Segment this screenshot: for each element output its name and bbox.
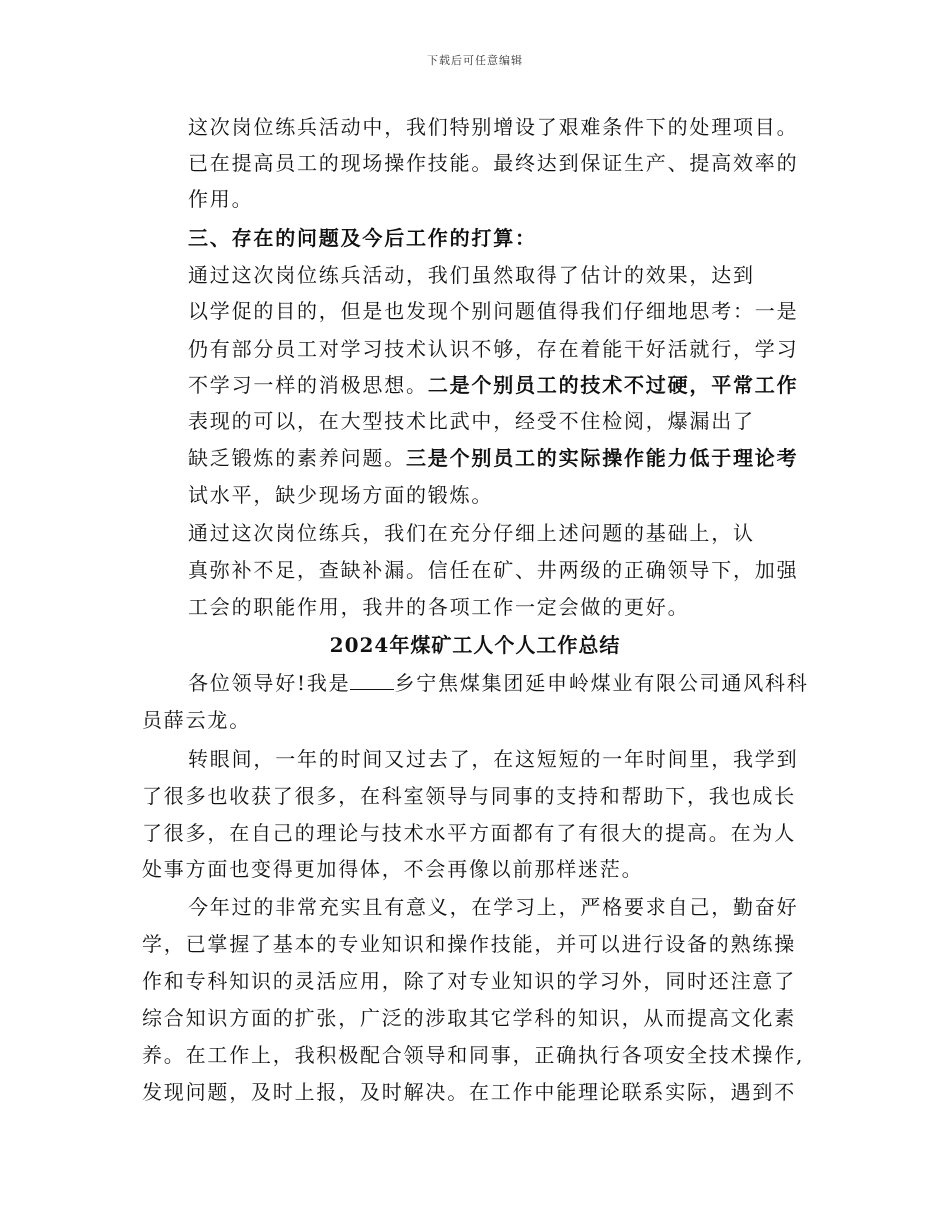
- paragraph-line: 以学促的目的，但是也发现个别问题值得我们仔细地思考：一是: [188, 299, 799, 323]
- paragraph-line: 仍有部分员工对学习技术认识不够，存在着能干好活就行，学习: [188, 337, 799, 361]
- text-run: 不学习一样的消极思想。: [188, 373, 428, 397]
- paragraph-line: 作和专科知识的灵活应用，除了对专业知识的学习外，同时还注意了: [142, 969, 796, 993]
- paragraph-line: 已在提高员工的现场操作技能。最终达到保证生产、提高效率的: [188, 151, 799, 175]
- blank-underline: [350, 671, 394, 690]
- paragraph-line: 学，已掌握了基本的专业知识和操作技能，并可以进行设备的熟练操: [142, 932, 796, 956]
- paragraph-line: 真弥补不足，查缺补漏。信任在矿、井两级的正确领导下，加强: [188, 558, 799, 582]
- paragraph-line: 试水平，缺少现场方面的锻炼。: [188, 483, 494, 507]
- text-run: 乡宁焦煤集团延申岭煤业有限公司通风科科: [394, 671, 809, 695]
- paragraph-line: 了很多也收获了很多，在科室领导与同事的支持和帮助下，我也成长: [142, 784, 796, 808]
- paragraph-line: 养。在工作上，我积极配合领导和同事，正确执行各项安全技术操作,: [142, 1043, 805, 1067]
- paragraph-line: [188, 671, 809, 695]
- bold-text-run: 三是个别员工的实际操作能力低于理论考: [406, 446, 799, 470]
- paragraph-line: 通过这次岗位练兵活动，我们虽然取得了估计的效果，达到: [188, 263, 755, 287]
- paragraph-line: 了很多，在自己的理论与技术水平方面都有了有很大的提高。在为人: [142, 821, 796, 845]
- paragraph-line: 员薛云龙。: [142, 708, 251, 732]
- paragraph-line: 今年过的非常充实且有意义，在学习上，严格要求自己，勤奋好: [188, 895, 799, 919]
- paragraph-line: 这次岗位练兵活动中，我们特别增设了艰难条件下的处理项目。: [188, 115, 799, 139]
- text-run: 各位领导好!我是: [188, 671, 351, 695]
- paragraph-line: 通过这次岗位练兵，我们在充分仔细上述问题的基础上，认: [188, 521, 755, 545]
- text-run: 缺乏锻炼的素养问题。: [188, 446, 406, 470]
- header-note: 下载后可任意编辑: [427, 54, 523, 67]
- article-title: 2024年煤矿工人个人工作总结: [329, 633, 621, 657]
- paragraph-line: 处事方面也变得更加得体，不会再像以前那样迷茫。: [142, 857, 644, 881]
- section-heading: 三、存在的问题及今后工作的打算：: [188, 226, 537, 250]
- paragraph-line: 工会的职能作用，我井的各项工作一定会做的更好。: [188, 595, 690, 619]
- paragraph-line: 表现的可以，在大型技术比武中，经受不住检阅，爆漏出了: [188, 409, 755, 433]
- paragraph-line: 发现问题，及时上报，及时解决。在工作中能理论联系实际，遇到不: [142, 1080, 796, 1104]
- paragraph-line: 综合知识方面的扩张，广泛的涉取其它学科的知识，从而提高文化素: [142, 1006, 796, 1030]
- paragraph-line: [188, 373, 798, 397]
- bold-text-run: 二是个别员工的技术不过硬，平常工作: [427, 373, 799, 397]
- paragraph-line: 转眼间，一年的时间又过去了，在这短短的一年时间里，我学到: [188, 747, 799, 771]
- paragraph-line: [188, 446, 798, 470]
- paragraph-line: 作用。: [188, 187, 254, 211]
